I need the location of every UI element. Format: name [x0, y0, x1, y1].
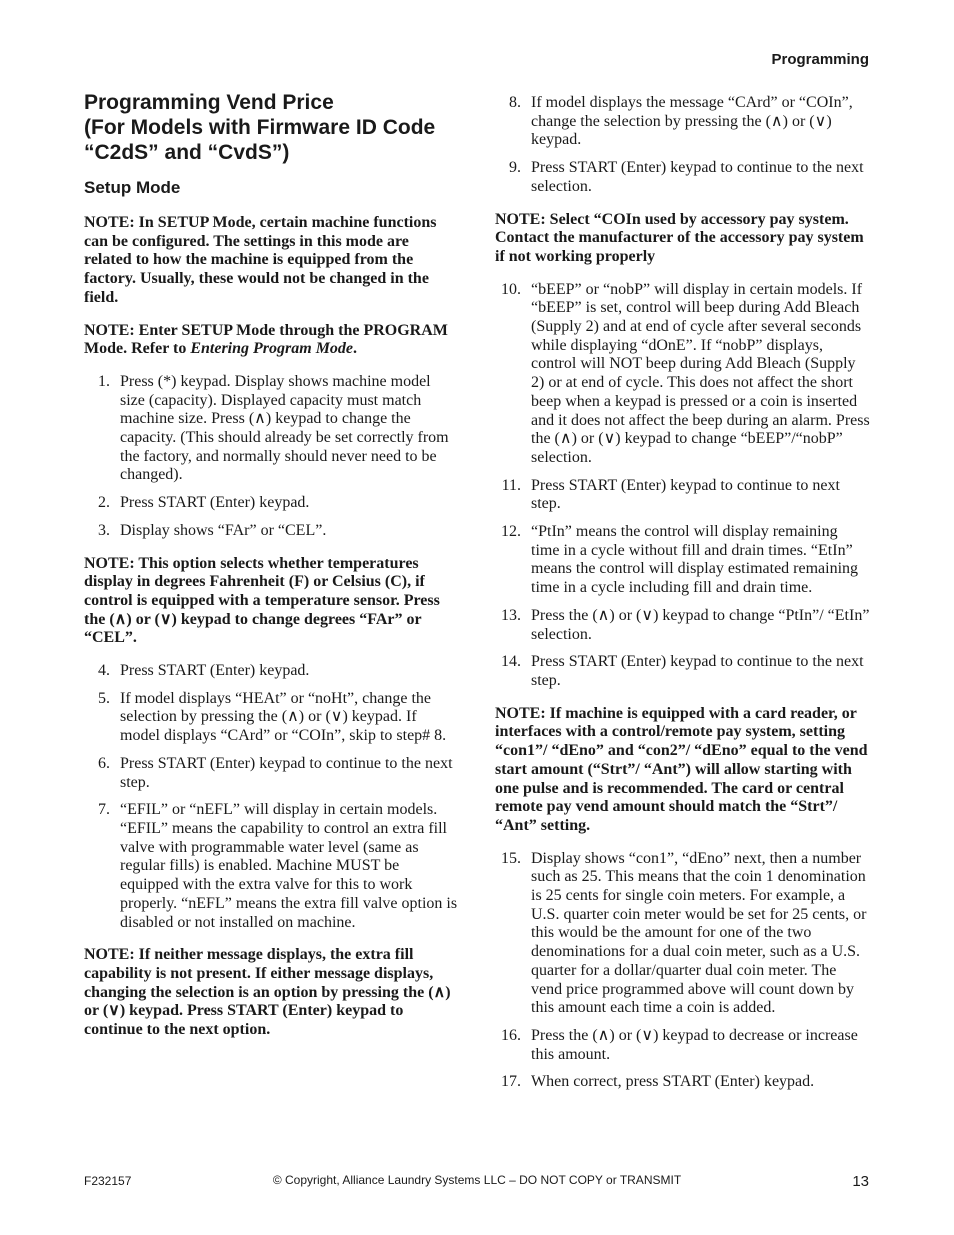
list-item [495, 607, 870, 644]
step-number: 14. [501, 653, 521, 671]
left-column [84, 90, 458, 1054]
step-text: “bEEP” or “nobP” will display in certain models. If “bEEP” is set, control will beep during Add Bleach (Supply 2) and at end of cycle after several seconds while displaying “dOnE”. If “nobP” displays, control will NOT beep during Add Bleach (Supply 2) or at end of cycle. This does not affect the short beep when a keypad is pressed or a coin is inserted and it does not affect the beep during an alarm. Press the (∧) or (∨) keypad to change “bEEP”/“nobP” selection. [531, 280, 870, 466]
note-extra-fill: NOTE: If neither message displays, the extra fill capability is not present. If either message displays, changing the selection is an option by pressing the (∧) or (∨) keypad. Press START (Enter) keypad to continue to the next option. [84, 946, 451, 1039]
step-number: 17. [501, 1073, 521, 1091]
step-number: 6. [98, 754, 110, 772]
step-text: Press the (∧) or (∨) keypad to change “PtIn”/ “EtIn” selection. [531, 606, 870, 643]
list-item [495, 1027, 870, 1064]
step-number: 13. [501, 606, 521, 624]
page-number: 13 [852, 1173, 869, 1190]
step-text: Press START (Enter) keypad. [120, 662, 310, 680]
steps-list [84, 373, 458, 541]
document-code: F232157 [84, 1174, 132, 1188]
steps-list [495, 281, 870, 691]
steps-list [84, 662, 458, 932]
list-item [495, 653, 870, 690]
step-text: Display shows “FAr” or “CEL”. [120, 521, 327, 539]
running-header: Programming [771, 51, 869, 68]
step-text: When correct, press START (Enter) keypad. [531, 1073, 815, 1091]
note-card-reader: NOTE: If machine is equipped with a card reader, or interfaces with a control/remote pay system, setting “con1”/ “dEno” and “con2”/ “dEno” equal to the vend start amount (“Strt”/ “Ant”) will allow starting with one pulse and is recommended. The card or central remote pay vend amount should match the “Strt”/ “Ant” setting. [495, 704, 868, 834]
title-line: Programming Vend Price [84, 91, 334, 114]
list-item [495, 94, 870, 150]
step-number: 2. [98, 494, 110, 512]
note-temperature: NOTE: This option selects whether temperatures display in degrees Fahrenheit (F) or Celsius (C), if control is equipped with a temperature sensor. Press the (∧) or (∨) keypad to change degrees “FAr” or “CEL”. [84, 554, 440, 647]
copyright-notice: © Copyright, Alliance Laundry Systems LLC – DO NOT COPY or TRANSMIT [272, 1173, 682, 1187]
step-text: Display shows “con1”, “dEno” next, then a number such as 25. This means that the coin 1 denomination is 25 cents for single coin meters. For example, a U.S. quarter coin meter would be set for 25 cents, or this would be the amount for one of the two denominations for a dual coin meter, such as a U.S. quarter for a dollar/quarter dual coin meter. The vend price programmed above will count down by this amount each time a coin is added. [531, 849, 867, 1017]
step-number: 10. [501, 280, 521, 298]
list-item [495, 281, 870, 468]
steps-list [495, 94, 870, 197]
list-item [84, 755, 458, 792]
note-text: NOTE: Enter SETUP Mode through the PROGRAM Mode. Refer to [84, 321, 448, 358]
step-number: 1. [98, 372, 110, 390]
section-subtitle: Setup Mode [84, 178, 181, 197]
list-item [84, 690, 458, 746]
note-text: . [353, 340, 358, 358]
step-number: 5. [98, 689, 110, 707]
right-column [495, 94, 870, 1106]
step-number: 8. [509, 94, 521, 111]
list-item [495, 1073, 870, 1092]
title-line: (For Models with Firmware ID Code [84, 116, 436, 139]
step-text: Press the (∧) or (∨) keypad to decrease or increase this amount. [531, 1026, 858, 1063]
step-text: “EFIL” or “nEFL” will display in certain models. “EFIL” means the capability to control an extra fill valve with programmable water level (same as regular fills) is enabled. Machine MUST be equipped with the extra valve for this to work properly. “nEFL” means the extra fill valve option is disabled or not installed on machine. [120, 801, 458, 931]
step-number: 4. [98, 662, 110, 680]
note-coin-accessory: NOTE: Select “COIn used by accessory pay system. Contact the manufacturer of the accessory pay system if not working properly [495, 210, 864, 265]
note-enter-setup [84, 322, 458, 359]
step-number: 15. [501, 849, 521, 867]
list-item [495, 850, 870, 1018]
steps-list [495, 850, 870, 1092]
step-number: 9. [509, 159, 521, 177]
title-line: “C2dS” and “CvdS”) [84, 141, 290, 164]
step-text: “PtIn” means the control will display remaining time in a cycle without fill and drain times. “EtIn” means the control will display estimated remaining time in a cycle including fill and drain time. [531, 523, 859, 597]
cross-reference-link: Entering Program Mode [190, 340, 354, 358]
list-item [495, 523, 870, 598]
list-item [84, 494, 458, 513]
list-item [84, 801, 458, 932]
step-number: 7. [98, 801, 110, 819]
step-text: Press START (Enter) keypad to continue to next step. [531, 476, 840, 513]
step-text: If model displays the message “CArd” or “COIn”, change the selection by pressing the (∧) or (∨) keypad. [531, 94, 853, 149]
list-item [495, 159, 870, 196]
step-text: Press START (Enter) keypad to continue to the next step. [120, 754, 453, 791]
step-text: Press (*) keypad. Display shows machine model size (capacity). Displayed capacity must match machine size. Press (∧) keypad to change the capacity. (This should already be set correctly from the factory, and normally should never need to be changed). [120, 372, 449, 484]
step-number: 11. [501, 476, 521, 494]
step-text: Press START (Enter) keypad. [120, 494, 310, 512]
note-setup-mode: NOTE: In SETUP Mode, certain machine functions can be configured. The settings in this mode are related to how the machine is equipped from the factory. Usually, these would not be changed in the field. [84, 214, 437, 306]
step-text: Press START (Enter) keypad to continue to the next step. [531, 653, 864, 689]
step-number: 3. [98, 521, 110, 539]
step-number: 16. [501, 1026, 521, 1044]
page-title [84, 90, 458, 165]
list-item [495, 477, 870, 514]
step-text: Press START (Enter) keypad to continue to the next selection. [531, 159, 864, 195]
list-item [84, 522, 458, 541]
step-text: If model displays “HEAt” or “noHt”, change the selection by pressing the (∧) or (∨) keypad. If model displays “CArd” or “COIn”, skip to step# 8. [120, 689, 447, 745]
step-number: 12. [501, 523, 521, 541]
list-item [84, 662, 458, 681]
list-item [84, 373, 458, 485]
